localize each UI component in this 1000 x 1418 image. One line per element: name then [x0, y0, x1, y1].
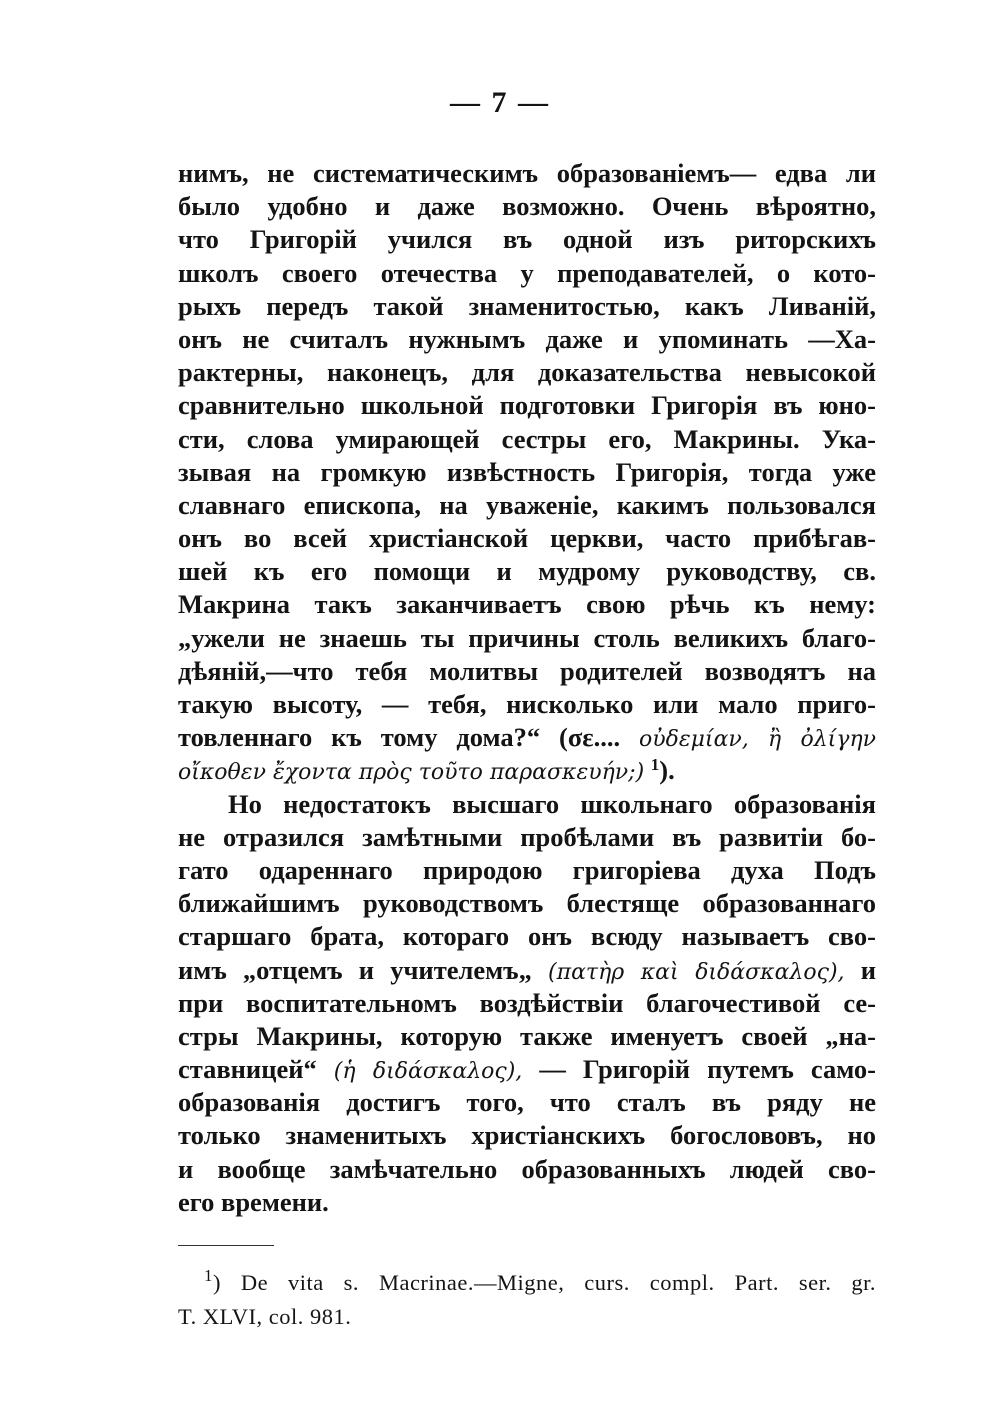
greek-text: οὐδεμίαν, ἢ ὀλίγην: [638, 727, 876, 753]
text-line: и вообще замѣчательно образованныхъ людей сво-: [178, 1153, 876, 1184]
greek-text: οἴκοθεν ἔχοντα πρὸς τοῦτο παρασκευήν;): [178, 760, 645, 786]
text-line: дѣяній,—что тебя молитвы родителей возводятъ на: [178, 655, 876, 686]
text-line: при воспитательномъ воздѣйствіи благочестивой се-: [178, 987, 876, 1018]
text-line: гато одареннаго природою григоріева духа Подъ: [178, 854, 876, 885]
greek-text: (ἡ διδάσκαλος),: [333, 1059, 523, 1085]
text-line-greek-quote: [178, 721, 876, 754]
greek-text: (πατὴρ καὶ διδάσκαλος),: [548, 959, 845, 985]
text-line: ближайшимъ руководствомъ блестяще образованнаго: [178, 888, 876, 919]
text-line: онъ во всей христіанской церкви, часто прибѣгав-: [178, 523, 876, 554]
main-text: [178, 157, 876, 1219]
footnote-line: [178, 1266, 876, 1300]
text-line: шей къ его помощи и мудрому руководству, св.: [178, 556, 876, 587]
text-line-greek: [178, 1053, 876, 1086]
text-line-greek: [178, 954, 876, 987]
text-segment: товленнаго къ тому дома?“ (σε....: [178, 722, 621, 753]
text-line: сравнительно школьной подготовки Григорія въ юно-: [178, 390, 876, 421]
text-line: стры Макрины, которую также именуетъ своей „на-: [178, 1020, 876, 1051]
text-line: нимъ, не систематическимъ образованіемъ— едва ли: [178, 158, 876, 188]
text-segment: ).: [659, 755, 675, 786]
page-number: — 7 —: [450, 86, 550, 119]
text-line: зывая на громкую извѣстность Григорія, тогда уже: [178, 456, 876, 487]
text-line: онъ не считалъ нужнымъ даже и упоминать —Ха-: [178, 323, 876, 354]
footnote-text: ) De vita s. Macrinae.—Migne, curs. compl. Part. ser. gr.: [213, 1270, 876, 1295]
text-line: что Григорій учился въ одной изъ риторскихъ: [178, 224, 876, 255]
text-segment: — Григорій путемъ само-: [539, 1054, 876, 1085]
text-line: его времени.: [178, 1186, 329, 1217]
text-line: Макрина такъ заканчиваетъ свою рѣчь къ нему:: [178, 589, 876, 620]
text-line: старшаго брата, котораго онъ всюду называетъ сво-: [178, 921, 876, 952]
footnote: [178, 1266, 876, 1334]
text-line: славнаго епископа, на уваженіе, какимъ пользовался: [178, 489, 876, 520]
footnote-marker: 1: [204, 1266, 213, 1285]
paragraph-start-line: Но недостатокъ высшаго школьнаго образованія: [228, 788, 876, 819]
text-line-greek-quote-end: [178, 754, 876, 787]
footnote-line: T. XLVI, col. 981.: [178, 1304, 352, 1329]
text-line: школъ своего отечества у преподавателей, о кото-: [178, 257, 876, 288]
text-segment: и: [860, 954, 877, 985]
footnote-reference: 1: [650, 755, 660, 775]
text-line: рактерны, наконецъ, для доказательства невысокой: [178, 357, 876, 388]
text-line: сти, слова умирающей сестры его, Макрины. Ука-: [178, 423, 876, 454]
text-line: такую высоту, — тебя, нисколько или мало приго-: [178, 689, 876, 719]
footnote-divider: [178, 1245, 274, 1246]
text-line: „ужели не знаешь ты причины столь великихъ благо-: [178, 622, 876, 653]
text-line: только знаменитыхъ христіанскихъ богослововъ, но: [178, 1120, 876, 1151]
text-line: было удобно и даже возможно. Очень вѣроятно,: [178, 191, 876, 222]
text-line: образованія достигъ того, что сталъ въ ряду не: [178, 1087, 876, 1118]
text-segment: ставницей“: [178, 1054, 317, 1085]
text-segment: имъ „отцемъ и учителемъ„: [178, 954, 532, 985]
text-line: не отразился замѣтными пробѣлами въ развитіи бо-: [178, 821, 876, 852]
text-line: рыхъ передъ такой знаменитостью, какъ Ливаній,: [178, 290, 876, 321]
